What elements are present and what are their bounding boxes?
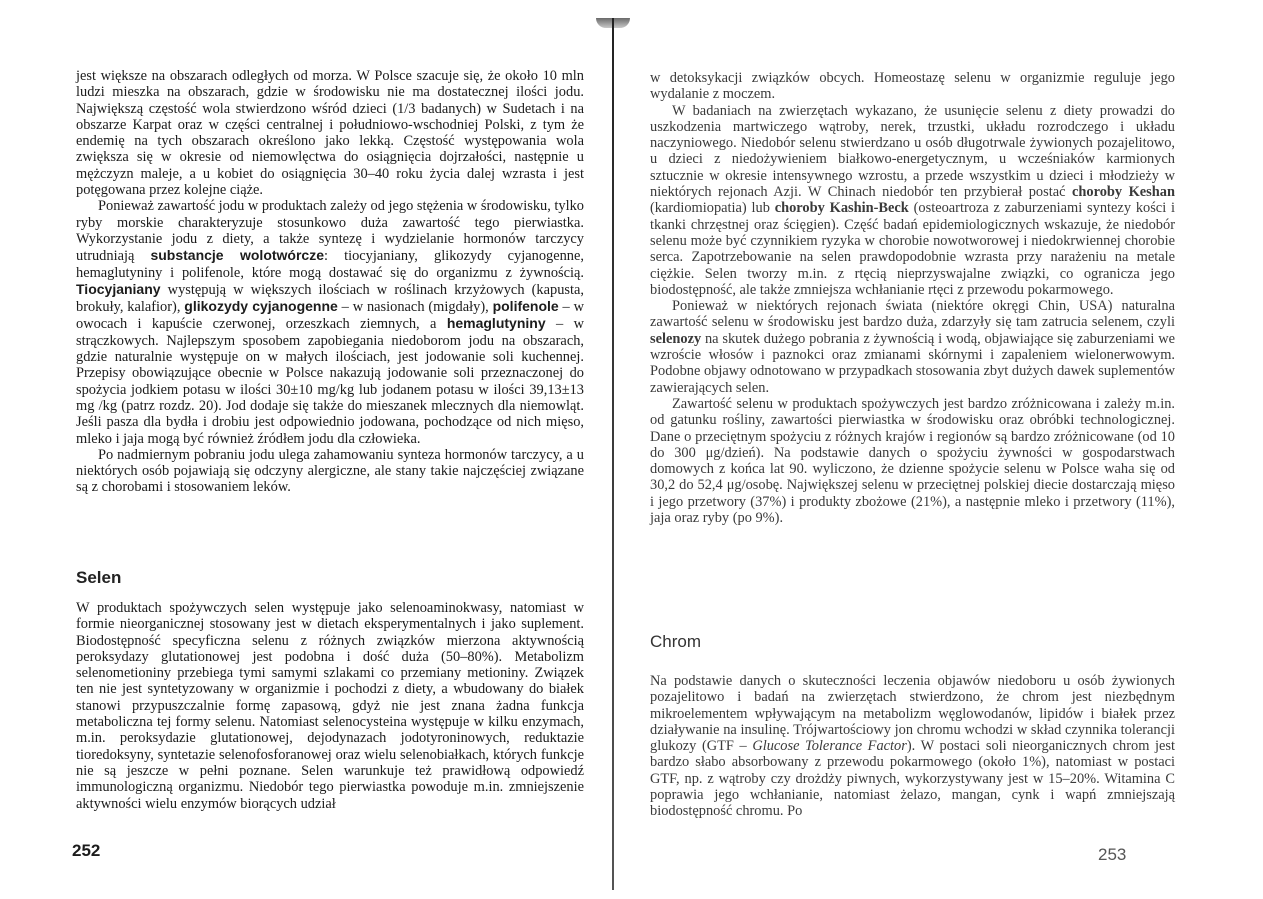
book-spine — [612, 18, 614, 890]
term-selenozy: selenozy — [650, 330, 702, 347]
section-heading-chrom: Chrom — [650, 632, 702, 651]
term-hemaglutyniny: hemaglutyniny — [446, 315, 546, 332]
term-glikozydy: glikozydy cyjanogenne — [184, 298, 338, 315]
right-page — [616, 0, 1263, 899]
term-choroby-keshan: choroby Keshan — [1072, 184, 1175, 201]
term-glucose-tolerance-factor: Glucose Tolerance Factor — [752, 738, 907, 755]
term-choroby-kashin-beck: choroby Kashin-Beck — [774, 200, 909, 217]
selen-paragraph-5: Zawartość selenu w produktach spożywczych jest bardzo zróżnicowana i zależy m.in. od gatunku rośliny, zawartości pierwiastka w środowisku oraz obróbki technologicznej. Dane o przeciętnym spożyciu z różnych krajów i regionów są bardzo zróżnicowane (od 10 do 300 μg/dzień). Na podstawie danych o spożyciu żywności w gospodarstwach domowych z końca lat 90. wyliczono, że dzienne spożycie selenu w Polsce waha się od 30,2 do 52,4 μg/osobę. Największej selenu w przeciętnej polskiej diecie dostarczają mięso i jego przetwory (37%) i produkty zbożowe (21%), a następnie mleko i przetwory (11%), jaja oraz ryby (po 9%). — [650, 395, 1175, 527]
selen-text-block — [76, 600, 584, 812]
chrom-paragraph-1: Na podstawie danych o skuteczności leczenia objawów niedoboru u osób żywionych pozajelitowo i badań na zwierzętach stwierdzono, że chrom jest niezbędnym mikroelementem wpływającym na metabolizm węglowodanów, lipidów i białek przez działywanie na insulinę. Trójwartościowy jon chromu wchodzi w skład czynnika tolerancji glukozy (GTF – Glucose Tolerance Factor). W postaci soli nieorganicznych chrom jest bardzo słabo absorbowany z przewodu pokarmowego (około 1%), natomiast w postaci GTF, np. z wątroby czy drożdży piwnych, wykorzystywany jest w 15–20%. Witamina C poprawia jego wchłanianie, natomiast żelazo, mangan, cynk i wapń zmniejszają biodostępność chromu. Po — [650, 673, 1175, 820]
selen-continued-block — [650, 70, 1175, 526]
iodine-paragraph-1: jest większe na obszarach odległych od morza. W Polsce szacuje się, że około 10 mln ludzi mieszka na obszarach, gdzie w środowisku nie ma dostatecznej ilości jodu. Największą częstość wola stwierdzono wśród dzieci (1/3 badanych) w Sudetach i na obszarze Karpat oraz w części centralnej i południowo-wschodniej Polski, z tym że endemię na tych obszarach określono jako lekką. Częstość występowania wola zwiększa się w okresie od niemowlęctwa do osiągnięcia dojrzałości, następnie u mężczyzn maleje, a u kobiet do osiągnięcia 30–40 roku życia dalej wzrasta i jest potęgowana przez kolejne ciąże. — [76, 68, 584, 199]
selen-paragraph-2: w detoksykacji związków obcych. Homeostazę selenu w organizmie reguluje jego wydalanie z moczem. — [650, 70, 1175, 103]
term-tiocyjaniany: Tiocyjaniany — [76, 280, 161, 297]
iodine-paragraph-3: Po nadmiernym pobraniu jodu ulega zahamowaniu synteza hormonów tarczycy, a u niektórych osób pojawiają się odczyny alergiczne, ale stany takie najczęściej związane są z chorobami i stosowaniem leków. — [76, 446, 584, 496]
selen-paragraph-3: W badaniach na zwierzętach wykazano, że usunięcie selenu z diety prowadzi do uszkodzenia martwiczego wątroby, nerek, trzustki, układu rozrodczego i układu naczyniowego. Niedobór selenu stwierdzano u osób długotrwale żywionych pozajelitowo, u dzieci z niedożywieniem białkowo-energetycznym, u wcześniaków karmionych sztucznie w okresie intensywnego wzrostu, a przede wszystkim u dzieci i młodzieży w niektórych rejonach Azji. W Chinach niedobór ten przybierał postać choroby Keshan (kardiomiopatia) lub choroby Kashin-Beck (osteoartroza z zaburzeniami syntezy kości i tkanki chrzęstnej oraz ścięgien). Część badań epidemiologicznych wskazuje, że niedobór selenu może być czynnikiem ryzyka w chorobie nowotworowej i niedokrwiennej chorobie serca. Zapotrzebowanie na selen prawdopodobnie wzrasta przy narażeniu na metale ciężkie. Selen tworzy m.in. z rtęcią nieprzyswajalne związki, co ogranicza jego biodostępność, ale także zmniejsza wchłanianie rtęci z przewodu pokarmowego. — [650, 102, 1176, 298]
term-polifenole: polifenole — [492, 298, 559, 315]
chrom-text-block — [650, 673, 1175, 820]
iodine-paragraph-2: Ponieważ zawartość jodu w produktach zależy od jego stężenia w środowisku, tylko ryby morskie charakteryzuje stosunkowo duża zawartość tego pierwiastka. Wykorzystanie jodu z diety, a także syntezę i wydzielanie hormonów tarczycy utrudniają substancje wolotwórcze: tiocyjaniany, glikozydy cyjanogenne, hemaglutyniny i polifenole, które mogą dostawać się do organizmu z żywnością. Tiocyjaniany występują w większych ilościach w roślinach krzyżowych (kapusta, brokuły, kalafior), glikozydy cyjanogenne – w nasionach (migdały), polifenole – w owocach i kapuście czerwonej, orzeszkach ziemnych, a hemaglutyniny – w strączkowych. Najlepszym sposobem zapobiegania niedoborom jodu na obszarach, gdzie naturalnie występuje on w małych ilościach, jest jodowanie soli kuchennej. Przepisy obowiązujące obecnie w Polsce nakazują jodowanie soli przeznaczonej do spożycia jodkiem potasu w ilości 30±10 mg/kg lub jodanem potasu w ilości 39,13±13 mg /kg (patrz rozdz. 20). Jod dodaje się także do mieszanek mlecznych dla niemowląt. Jeśli pasza dla bydła i drobiu jest odpowiednio jodowana, pochodzące od nich mięso, mleko i jaja mogą być również źródłem jodu dla człowieka. — [76, 198, 585, 447]
selen-paragraph-4: Ponieważ w niektórych rejonach świata (niektóre okręgi Chin, USA) naturalna zawartość selenu w środowisku jest bardzo duża, zdarzyły się tam zatrucia selenem, czyli selenozy na skutek dużego pobrania z żywnością i wodą, objawiające się zaburzeniami we wzroście włosów i paznokci oraz zmianami skórnymi i zapaleniem wielonerwowym. Podobne objawy odnotowano w przypadkach stosowania zbyt dużych dawek suplementów zawierających selen. — [650, 298, 1175, 396]
iodine-text-block — [76, 68, 584, 496]
term-substancje-wolotworcze: substancje wolotwórcze — [150, 247, 324, 264]
page-number-right: 253 — [1098, 845, 1127, 864]
left-page — [0, 0, 612, 899]
section-heading-selen: Selen — [76, 568, 122, 587]
page-number-left: 252 — [72, 841, 101, 860]
selen-paragraph-1: W produktach spożywczych selen występuje jako selenoaminokwasy, natomiast w formie nieorganicznej stosowany jest w dietach eksperymentalnych i jako suplement. Biodostępność specyficzna selenu z różnych związków mierzona aktywnością peroksydazy glutationowej jest podobna i dość duża (50–80%). Metabolizm selenometioniny przebiega tymi samymi szlakami co przemiany metioniny. Związek ten nie jest syntetyzowany w organizmie i pochodzi z diety, a wbudowany do białek stanowi przypuszczalnie formę zapasową, gdyż nie jest znana żadna funkcja metaboliczna tej formy selenu. Natomiast selenocysteina występuje w kilku enzymach, m.in. peroksydazie glutationowej, dejodynazach jodotyroninowych, reduktazie tioredoksyny, syntetazie selenofosforanowej oraz wielu selenobiałkach, których funkcje nie są jeszcze w pełni poznane. Selen warunkuje też prawidłową odpowiedź immunologiczną organizmu. Niedobór tego pierwiastka powoduje m.in. zmniejszenie aktywności wielu enzymów biorących udział — [76, 600, 584, 812]
